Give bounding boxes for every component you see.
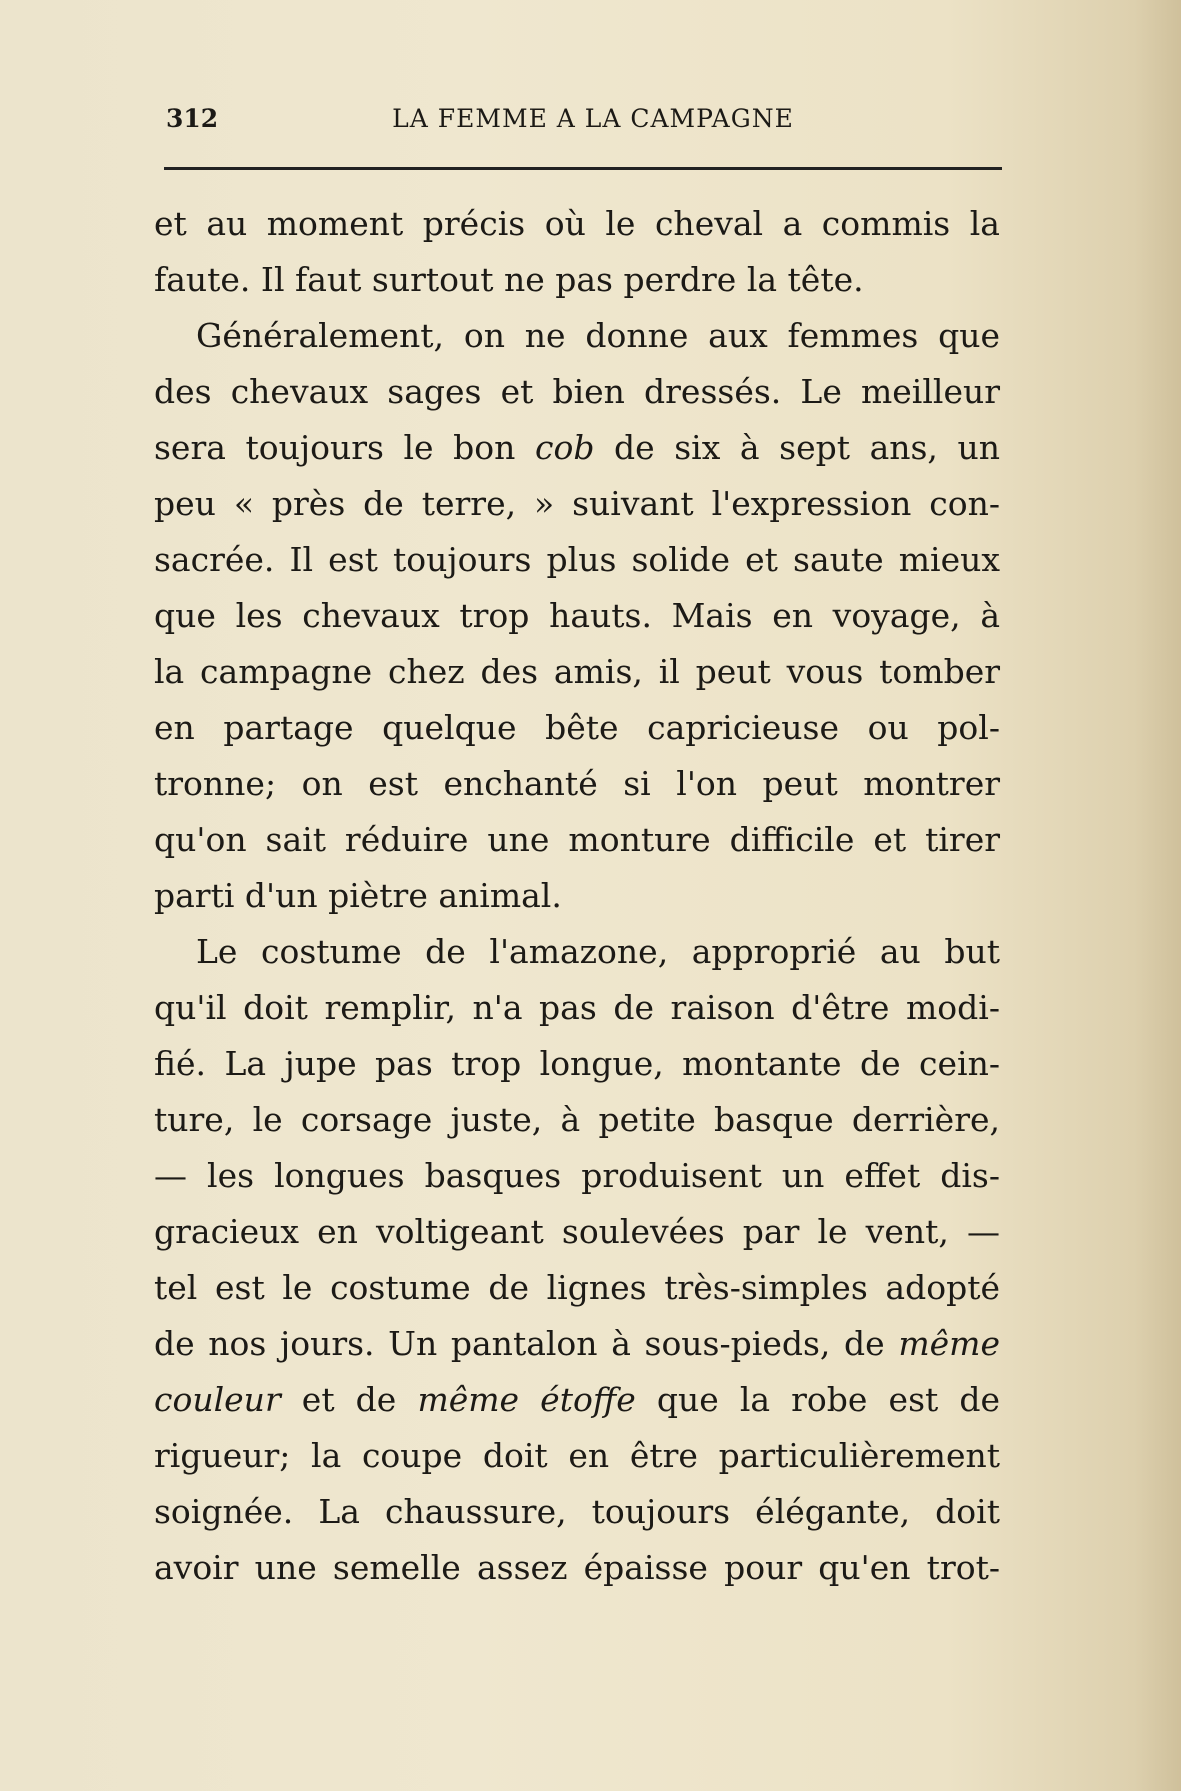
text-segment: gracieux en voltigeant soulevées par le vent, — [154,1212,1000,1251]
text-line [154,420,1000,476]
text-segment: parti d'un piètre animal. [154,876,562,915]
text-segment: des chevaux sages et bien dressés. Le meilleur [154,372,1000,411]
text-segment: de six à sept ans, un [594,428,1000,467]
text-line [154,868,1000,924]
text-line [154,364,1000,420]
text-segment: faute. Il faut surtout ne pas perdre la tête. [154,260,864,299]
header-rule [164,167,1002,170]
text-segment: qu'il doit remplir, n'a pas de raison d'être modi- [154,988,1000,1027]
text-segment: sacrée. Il est toujours plus solide et saute mieux [154,540,1000,579]
text-line [154,1204,1000,1260]
text-segment: tel est le costume de lignes très-simples adopté [154,1268,1000,1307]
text-segment: que la robe est de [635,1380,1001,1419]
text-line [154,1484,1000,1540]
running-title: LA FEMME A LA CAMPAGNE [392,104,794,133]
italic-text: cob [534,428,595,467]
text-segment: fié. La jupe pas trop longue, montante de cein- [154,1044,1000,1083]
text-line [154,196,1000,252]
text-line [154,1260,1000,1316]
text-segment: en partage quelque bête capricieuse ou pol- [154,708,1000,747]
page-number: 312 [166,104,219,133]
text-line [154,1036,1000,1092]
text-line [154,812,1000,868]
text-segment: soignée. La chaussure, toujours élégante, doit [154,1492,1000,1531]
text-segment: avoir une semelle assez épaisse pour qu'en trot- [154,1548,1000,1587]
text-segment: Généralement, on ne donne aux femmes que [196,316,1000,355]
text-line [154,924,1000,980]
italic-text: même [898,1324,1000,1363]
text-line [154,1540,1000,1596]
text-segment: que les chevaux trop hauts. Mais en voyage, à [154,596,1000,635]
body-text [154,196,1000,1596]
italic-text: couleur [154,1380,281,1419]
text-segment: et de [280,1380,418,1419]
text-line [154,532,1000,588]
text-segment: tronne; on est enchanté si l'on peut montrer [154,764,1000,803]
text-line [154,1148,1000,1204]
text-line [154,980,1000,1036]
text-segment: peu « près de terre, » suivant l'expression con- [154,484,1000,523]
text-segment: qu'on sait réduire une monture difficile et tirer [154,820,1000,859]
text-segment: de nos jours. Un pantalon à sous-pieds, de [154,1324,899,1363]
text-line [154,1316,1000,1372]
text-segment: — les longues basques produisent un effet dis- [154,1156,1000,1195]
text-line [154,588,1000,644]
text-line [154,700,1000,756]
text-line [154,756,1000,812]
text-segment: ture, le corsage juste, à petite basque derrière, [154,1100,1000,1139]
text-segment: Le costume de l'amazone, approprié au but [196,932,1000,971]
text-line [154,1428,1000,1484]
text-segment: rigueur; la coupe doit en être particulièrement [154,1436,1000,1475]
text-line [154,1372,1000,1428]
text-line [154,644,1000,700]
text-line [154,476,1000,532]
text-segment: et au moment précis où le cheval a commis la [154,204,1000,243]
italic-text: même étoffe [417,1380,636,1419]
text-segment: sera toujours le bon [154,428,535,467]
text-line [154,252,1000,308]
running-header [166,104,1000,144]
text-line [154,308,1000,364]
text-segment: la campagne chez des amis, il peut vous tomber [154,652,1000,691]
text-line [154,1092,1000,1148]
